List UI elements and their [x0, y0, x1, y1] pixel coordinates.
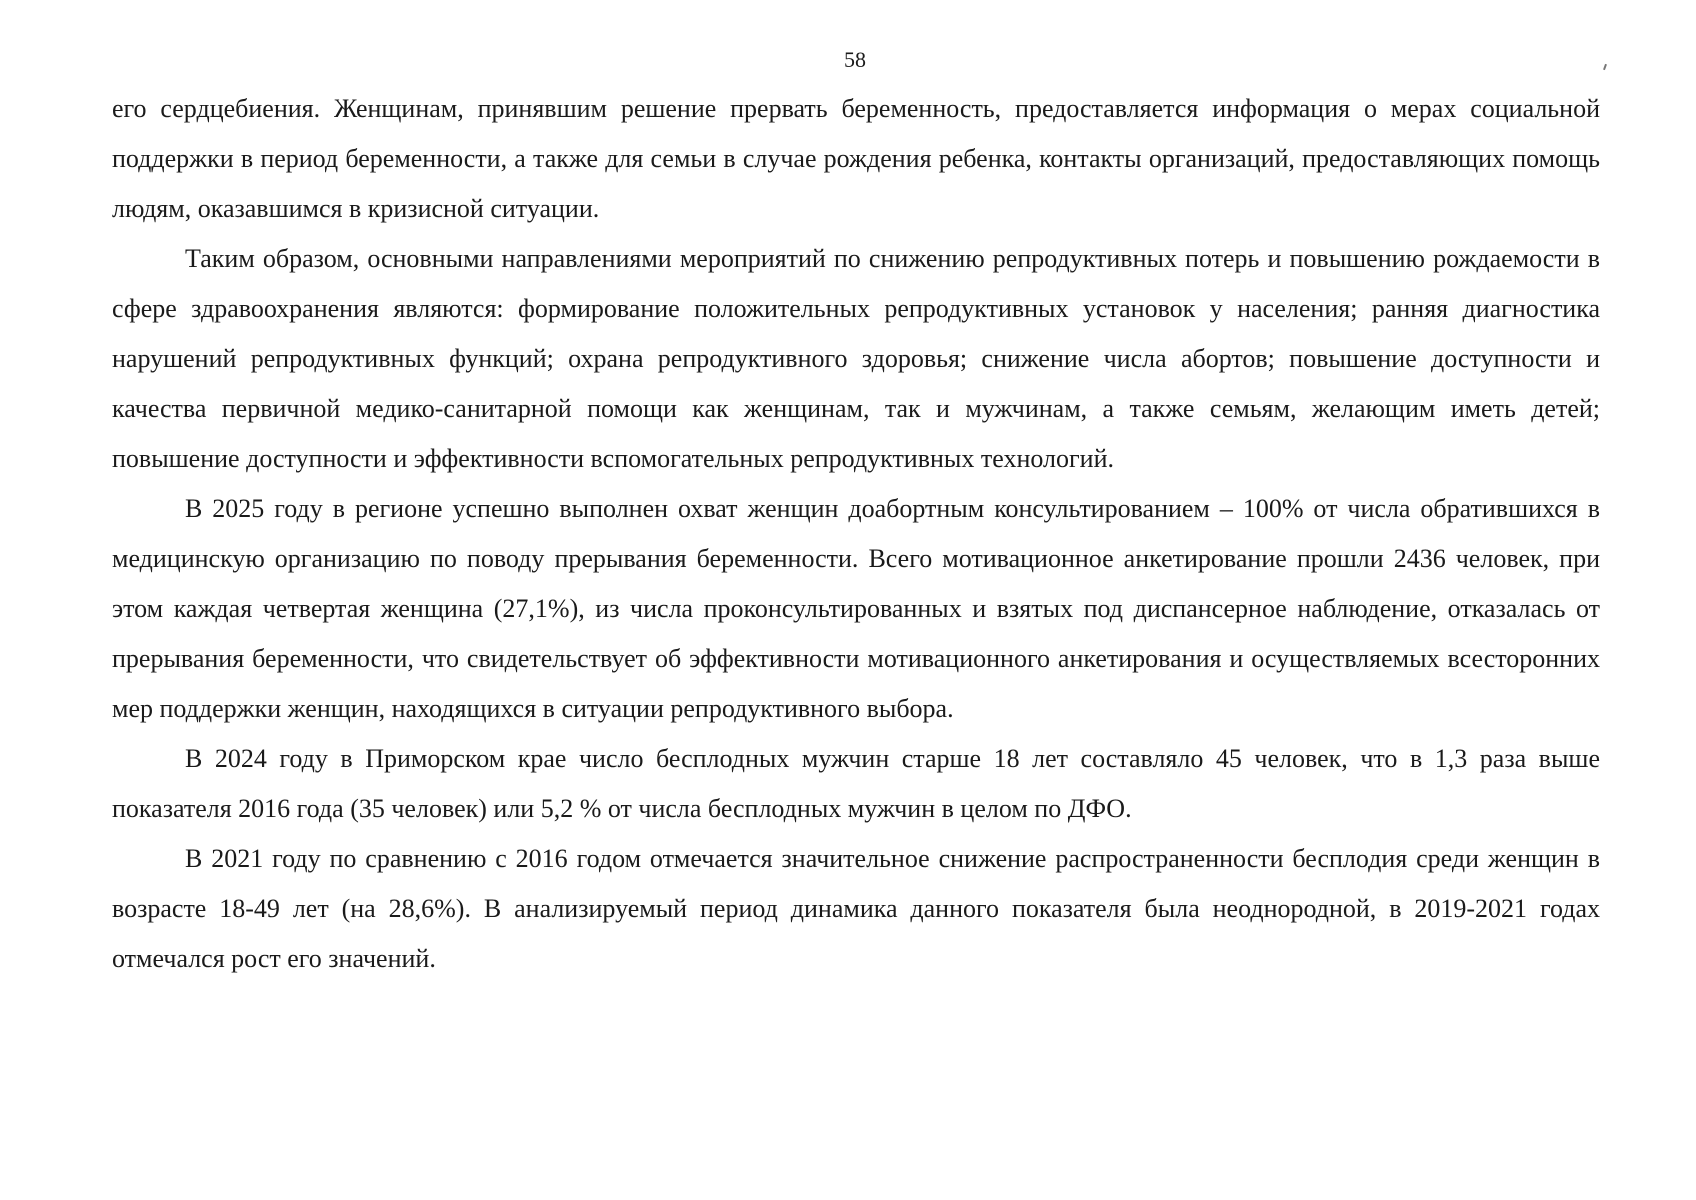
page-number: 58	[844, 47, 866, 72]
paragraph-2024-male-infertility: В 2024 году в Приморском крае число бесплодных мужчин старше 18 лет составляло 45 человек, что в 1,3 раза выше показателя 2016 года (35 человек) или 5,2 % от числа бесплодных мужчин в целом по ДФО.	[112, 744, 1600, 823]
document-body	[112, 84, 1600, 984]
paragraph-continuation: его сердцебиения. Женщинам, принявшим решение прервать беременность, предоставляется информация о мерах социальной поддержки в период беременности, а также для семьи в случае рождения ребенка, контакты организаций, предоставляющих помощь людям, оказавшимся в кризисной ситуации.	[112, 94, 1600, 223]
paragraph-2021-female-infertility: В 2021 году по сравнению с 2016 годом отмечается значительное снижение распространенности бесплодия среди женщин в возрасте 18-49 лет (на 28,6%). В анализируемый период динамика данного показателя была неоднородной, в 2019-2021 годах отмечался рост его значений.	[112, 844, 1600, 973]
paragraph-2025-consulting: В 2025 году в регионе успешно выполнен охват женщин доабортным консультированием – 100% от числа обратившихся в медицинскую организацию по поводу прерывания беременности. Всего мотивационное анкетирование прошли 2436 человек, при этом каждая четвертая женщина (27,1%), из числа проконсультированных и взятых под диспансерное наблюдение, отказалась от прерывания беременности, что свидетельствует об эффективности мотивационного анкетирования и осуществляемых всесторонних мер поддержки женщин, находящихся в ситуации репродуктивного выбора.	[112, 494, 1600, 723]
paragraph-directions-summary: Таким образом, основными направлениями мероприятий по снижению репродуктивных потерь и повышению рождаемости в сфере здравоохранения являются: формирование положительных репродуктивных установок у населения; ранняя диагностика нарушений репродуктивных функций; охрана репродуктивного здоровья; снижение числа абортов; повышение доступности и качества первичной медико-санитарной помощи как женщинам, так и мужчинам, а также семьям, желающим иметь детей; повышение доступности и эффективности вспомогательных репродуктивных технологий.	[112, 244, 1600, 473]
